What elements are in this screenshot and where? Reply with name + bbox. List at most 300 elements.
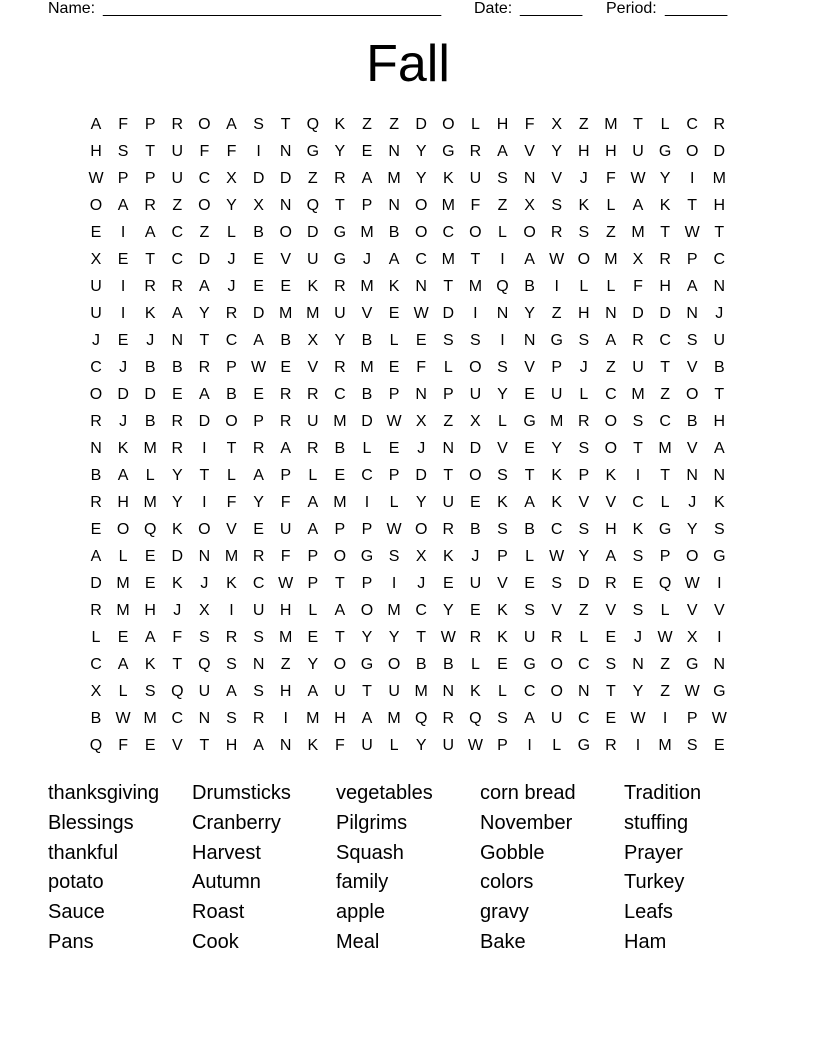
grid-letter[interactable]: I <box>500 332 505 349</box>
grid-letter[interactable]: R <box>550 629 563 646</box>
grid-letter[interactable]: E <box>497 656 508 673</box>
grid-letter[interactable]: F <box>633 278 643 295</box>
grid-letter[interactable]: C <box>578 710 590 727</box>
grid-letter[interactable]: I <box>635 467 641 484</box>
grid-letter[interactable]: D <box>117 386 129 403</box>
grid-letter[interactable]: K <box>144 656 156 673</box>
grid-letter[interactable]: P <box>226 359 237 376</box>
grid-letter[interactable]: H <box>117 494 129 511</box>
grid-letter[interactable]: W <box>386 413 402 430</box>
grid-letter[interactable]: F <box>280 548 291 565</box>
grid-letter[interactable]: D <box>415 467 427 484</box>
grid-letter[interactable]: B <box>713 359 725 376</box>
grid-letter[interactable]: P <box>361 197 373 214</box>
grid-letter[interactable]: U <box>550 710 563 727</box>
grid-letter[interactable]: B <box>361 386 373 403</box>
grid-letter[interactable]: P <box>307 548 319 565</box>
grid-letter[interactable]: A <box>632 197 644 214</box>
grid-letter[interactable]: R <box>90 494 102 511</box>
grid-letter[interactable]: R <box>279 413 292 430</box>
grid-letter[interactable]: N <box>523 170 536 187</box>
grid-letter[interactable]: S <box>144 683 156 700</box>
grid-letter[interactable]: N <box>713 467 726 484</box>
grid-letter[interactable]: C <box>415 251 427 268</box>
grid-letter[interactable]: S <box>497 170 508 187</box>
grid-letter[interactable]: J <box>715 305 724 322</box>
grid-letter[interactable]: M <box>306 305 320 322</box>
grid-letter[interactable]: H <box>605 521 617 538</box>
grid-letter[interactable]: I <box>229 602 234 619</box>
grid-letter[interactable]: A <box>686 278 698 295</box>
grid-letter[interactable]: G <box>658 521 672 538</box>
grid-letter[interactable]: S <box>578 440 590 457</box>
grid-letter[interactable]: U <box>469 386 482 403</box>
grid-letter[interactable]: U <box>90 305 102 322</box>
grid-letter[interactable]: F <box>118 737 128 754</box>
grid-letter[interactable]: Y <box>253 494 264 511</box>
grid-letter[interactable]: T <box>145 251 156 268</box>
grid-letter[interactable]: O <box>469 224 482 241</box>
grid-letter[interactable]: T <box>714 224 725 241</box>
grid-letter[interactable]: Q <box>496 278 509 295</box>
grid-letter[interactable]: O <box>89 386 103 403</box>
grid-letter[interactable]: S <box>497 467 508 484</box>
grid-letter[interactable]: K <box>334 116 346 133</box>
grid-letter[interactable]: B <box>90 467 102 484</box>
grid-letter[interactable]: D <box>307 224 319 241</box>
grid-letter[interactable]: T <box>443 467 454 484</box>
grid-letter[interactable]: L <box>660 602 670 619</box>
grid-letter[interactable]: S <box>686 737 698 754</box>
grid-letter[interactable]: I <box>662 710 668 727</box>
grid-letter[interactable]: U <box>550 386 563 403</box>
grid-letter[interactable]: B <box>280 332 292 349</box>
grid-letter[interactable]: A <box>334 602 346 619</box>
grid-letter[interactable]: T <box>470 251 481 268</box>
grid-letter[interactable]: O <box>414 521 428 538</box>
grid-letter[interactable]: E <box>144 548 156 565</box>
grid-letter[interactable]: V <box>686 359 698 376</box>
grid-letter[interactable]: I <box>256 143 261 160</box>
grid-letter[interactable]: C <box>442 224 455 241</box>
grid-letter[interactable]: L <box>579 278 589 295</box>
grid-letter[interactable]: S <box>226 710 237 727</box>
grid-letter[interactable]: E <box>524 386 535 403</box>
grid-letter[interactable]: T <box>335 197 345 214</box>
grid-letter[interactable]: U <box>442 494 455 511</box>
grid-letter[interactable]: B <box>470 521 481 538</box>
grid-letter[interactable]: D <box>713 143 726 160</box>
grid-letter[interactable]: Z <box>578 602 589 619</box>
grid-letter[interactable]: A <box>199 278 210 295</box>
grid-letter[interactable]: R <box>469 143 482 160</box>
grid-letter[interactable]: O <box>333 548 347 565</box>
grid-letter[interactable]: P <box>442 386 454 403</box>
grid-letter[interactable]: R <box>334 278 346 295</box>
grid-letter[interactable]: O <box>279 224 292 241</box>
grid-letter[interactable]: S <box>551 575 563 592</box>
grid-letter[interactable]: A <box>361 170 373 187</box>
grid-letter[interactable]: P <box>686 710 698 727</box>
grid-letter[interactable]: G <box>713 683 726 700</box>
grid-letter[interactable]: E <box>605 710 617 727</box>
grid-letter[interactable]: A <box>524 710 535 727</box>
grid-letter[interactable]: K <box>497 494 508 511</box>
grid-letter[interactable]: K <box>171 521 183 538</box>
grid-letter[interactable]: V <box>280 251 292 268</box>
grid-letter[interactable]: G <box>306 143 320 160</box>
grid-letter[interactable]: P <box>497 737 508 754</box>
grid-letter[interactable]: C <box>198 170 211 187</box>
grid-letter[interactable]: G <box>333 224 347 241</box>
grid-letter[interactable]: V <box>686 440 698 457</box>
grid-letter[interactable]: T <box>416 629 427 646</box>
grid-letter[interactable]: E <box>442 575 454 592</box>
grid-letter[interactable]: P <box>253 413 264 430</box>
grid-letter[interactable]: E <box>605 629 617 646</box>
grid-letter[interactable]: N <box>279 197 292 214</box>
grid-letter[interactable]: G <box>685 656 699 673</box>
grid-letter[interactable]: F <box>118 116 128 133</box>
grid-letter[interactable]: T <box>524 467 535 484</box>
grid-letter[interactable]: L <box>443 359 453 376</box>
grid-letter[interactable]: E <box>470 602 481 619</box>
grid-letter[interactable]: W <box>657 629 673 646</box>
grid-letter[interactable]: G <box>523 656 536 673</box>
grid-letter[interactable]: L <box>227 224 236 241</box>
grid-letter[interactable]: E <box>524 440 535 457</box>
grid-letter[interactable]: R <box>252 440 265 457</box>
grid-letter[interactable]: Z <box>389 116 399 133</box>
grid-letter[interactable]: V <box>497 575 508 592</box>
grid-letter[interactable]: U <box>334 305 346 322</box>
grid-letter[interactable]: U <box>442 737 455 754</box>
grid-letter[interactable]: X <box>524 197 535 214</box>
grid-letter[interactable]: M <box>116 602 130 619</box>
grid-letter[interactable]: D <box>252 305 265 322</box>
grid-letter[interactable]: C <box>632 494 644 511</box>
grid-letter[interactable]: G <box>658 143 672 160</box>
grid-letter[interactable]: D <box>198 413 211 430</box>
grid-letter[interactable]: H <box>659 278 671 295</box>
grid-letter[interactable]: Q <box>658 575 672 592</box>
grid-letter[interactable]: P <box>117 170 129 187</box>
grid-letter[interactable]: H <box>90 143 102 160</box>
grid-letter[interactable]: P <box>361 575 373 592</box>
grid-letter[interactable]: B <box>442 656 454 673</box>
grid-letter[interactable]: E <box>388 440 400 457</box>
grid-letter[interactable]: B <box>524 521 535 538</box>
grid-letter[interactable]: E <box>334 467 346 484</box>
grid-letter[interactable]: Y <box>442 602 454 619</box>
grid-letter[interactable]: S <box>524 602 535 619</box>
grid-letter[interactable]: Y <box>226 197 237 214</box>
grid-letter[interactable]: R <box>171 278 184 295</box>
grid-letter[interactable]: J <box>363 251 371 268</box>
grid-letter[interactable]: W <box>413 305 429 322</box>
grid-letter[interactable]: J <box>227 251 236 268</box>
grid-letter[interactable]: P <box>497 548 508 565</box>
grid-letter[interactable]: N <box>605 305 617 322</box>
grid-letter[interactable]: S <box>578 332 590 349</box>
grid-letter[interactable]: E <box>361 143 373 160</box>
grid-letter[interactable]: E <box>713 737 725 754</box>
grid-letter[interactable]: R <box>632 332 644 349</box>
grid-letter[interactable]: D <box>632 305 644 322</box>
grid-letter[interactable]: Q <box>198 656 211 673</box>
grid-letter[interactable]: Y <box>171 467 183 484</box>
grid-letter[interactable]: F <box>335 737 345 754</box>
grid-letter[interactable]: O <box>198 521 211 538</box>
grid-letter[interactable]: E <box>117 629 129 646</box>
grid-letter[interactable]: N <box>279 737 292 754</box>
grid-letter[interactable]: O <box>198 197 211 214</box>
grid-letter[interactable]: H <box>144 602 156 619</box>
grid-letter[interactable]: Z <box>578 116 589 133</box>
grid-letter[interactable]: N <box>279 143 292 160</box>
grid-letter[interactable]: M <box>387 602 401 619</box>
grid-letter[interactable]: I <box>391 575 397 592</box>
grid-letter[interactable]: I <box>635 737 641 754</box>
grid-letter[interactable]: A <box>117 197 129 214</box>
grid-letter[interactable]: B <box>144 413 156 430</box>
grid-letter[interactable]: R <box>469 629 482 646</box>
grid-letter[interactable]: E <box>253 251 264 268</box>
grid-letter[interactable]: A <box>90 116 102 133</box>
grid-letter[interactable]: T <box>280 116 291 133</box>
grid-letter[interactable]: B <box>90 710 102 727</box>
grid-letter[interactable]: E <box>253 278 264 295</box>
grid-letter[interactable]: T <box>660 224 670 241</box>
grid-letter[interactable]: N <box>198 710 211 727</box>
grid-letter[interactable]: D <box>578 575 590 592</box>
grid-letter[interactable]: S <box>253 683 264 700</box>
grid-letter[interactable]: C <box>686 116 698 133</box>
grid-letter[interactable]: L <box>118 683 128 700</box>
grid-letter[interactable]: H <box>605 143 617 160</box>
grid-letter[interactable]: A <box>307 521 319 538</box>
grid-letter[interactable]: Y <box>415 737 427 754</box>
grid-letter[interactable]: L <box>525 548 535 565</box>
grid-letter[interactable]: B <box>524 278 535 295</box>
grid-letter[interactable]: M <box>712 170 726 187</box>
grid-letter[interactable]: U <box>307 251 319 268</box>
grid-letter[interactable]: K <box>307 737 319 754</box>
grid-letter[interactable]: C <box>578 656 590 673</box>
grid-letter[interactable]: H <box>279 683 292 700</box>
grid-letter[interactable]: N <box>415 386 427 403</box>
grid-letter[interactable]: O <box>360 602 374 619</box>
grid-letter[interactable]: Q <box>89 737 103 754</box>
grid-letter[interactable]: T <box>687 197 698 214</box>
grid-letter[interactable]: U <box>469 170 482 187</box>
grid-letter[interactable]: U <box>279 521 292 538</box>
grid-letter[interactable]: J <box>119 413 128 430</box>
grid-letter[interactable]: D <box>198 251 211 268</box>
grid-letter[interactable]: S <box>253 629 264 646</box>
grid-letter[interactable]: U <box>198 683 211 700</box>
grid-letter[interactable]: J <box>579 170 588 187</box>
grid-letter[interactable]: G <box>333 251 347 268</box>
grid-letter[interactable]: Y <box>551 440 563 457</box>
grid-letter[interactable]: E <box>632 575 644 592</box>
grid-letter[interactable]: W <box>684 575 700 592</box>
grid-letter[interactable]: I <box>717 629 722 646</box>
grid-letter[interactable]: L <box>362 440 372 457</box>
grid-letter[interactable]: W <box>684 683 700 700</box>
grid-letter[interactable]: F <box>226 494 237 511</box>
grid-letter[interactable]: J <box>227 278 236 295</box>
grid-letter[interactable]: O <box>685 548 699 565</box>
grid-letter[interactable]: N <box>415 278 427 295</box>
grid-letter[interactable]: A <box>713 440 725 457</box>
grid-letter[interactable]: K <box>144 305 156 322</box>
grid-letter[interactable]: Z <box>199 224 210 241</box>
grid-letter[interactable]: T <box>226 440 237 457</box>
grid-letter[interactable]: N <box>496 305 509 322</box>
grid-letter[interactable]: Y <box>632 683 644 700</box>
grid-letter[interactable]: A <box>117 656 129 673</box>
grid-letter[interactable]: L <box>606 197 616 214</box>
grid-letter[interactable]: J <box>92 332 100 349</box>
grid-letter[interactable]: Y <box>659 170 671 187</box>
grid-letter[interactable]: F <box>280 494 291 511</box>
grid-letter[interactable]: N <box>171 332 184 349</box>
grid-letter[interactable]: C <box>171 224 184 241</box>
grid-letter[interactable]: A <box>199 386 210 403</box>
grid-letter[interactable]: M <box>279 629 293 646</box>
grid-letter[interactable]: U <box>307 413 319 430</box>
grid-letter[interactable]: R <box>279 386 292 403</box>
grid-letter[interactable]: L <box>498 413 507 430</box>
grid-letter[interactable]: D <box>659 305 671 322</box>
grid-letter[interactable]: U <box>334 683 346 700</box>
grid-letter[interactable]: D <box>279 170 292 187</box>
grid-letter[interactable]: O <box>387 656 401 673</box>
grid-letter[interactable]: A <box>307 494 319 511</box>
grid-letter[interactable]: M <box>360 359 374 376</box>
grid-letter[interactable]: A <box>226 683 237 700</box>
grid-letter[interactable]: V <box>578 494 590 511</box>
grid-letter[interactable]: O <box>414 197 428 214</box>
grid-letter[interactable]: W <box>440 629 456 646</box>
grid-letter[interactable]: G <box>360 548 374 565</box>
grid-letter[interactable]: F <box>416 359 427 376</box>
grid-letter[interactable]: R <box>171 413 184 430</box>
grid-letter[interactable]: M <box>658 440 672 457</box>
grid-letter[interactable]: B <box>226 386 237 403</box>
grid-letter[interactable]: S <box>551 197 563 214</box>
grid-letter[interactable]: N <box>686 467 698 484</box>
grid-letter[interactable]: Y <box>686 521 698 538</box>
grid-letter[interactable]: V <box>551 170 563 187</box>
grid-letter[interactable]: D <box>361 413 373 430</box>
grid-letter[interactable]: H <box>496 116 509 133</box>
grid-letter[interactable]: R <box>171 440 184 457</box>
grid-letter[interactable]: D <box>415 116 427 133</box>
grid-letter[interactable]: I <box>554 278 559 295</box>
grid-letter[interactable]: P <box>578 467 590 484</box>
grid-letter[interactable]: F <box>172 629 183 646</box>
grid-letter[interactable]: U <box>469 575 482 592</box>
grid-letter[interactable]: M <box>116 575 130 592</box>
grid-letter[interactable]: R <box>144 197 156 214</box>
grid-letter[interactable]: I <box>283 710 288 727</box>
grid-letter[interactable]: O <box>442 116 455 133</box>
grid-letter[interactable]: L <box>308 467 318 484</box>
grid-letter[interactable]: Z <box>606 359 616 376</box>
grid-letter[interactable]: A <box>497 143 508 160</box>
grid-letter[interactable]: G <box>713 548 726 565</box>
grid-letter[interactable]: L <box>660 116 670 133</box>
grid-letter[interactable]: R <box>90 602 102 619</box>
grid-letter[interactable]: I <box>120 278 126 295</box>
grid-letter[interactable]: C <box>225 332 238 349</box>
grid-letter[interactable]: F <box>226 143 237 160</box>
grid-letter[interactable]: N <box>632 656 644 673</box>
grid-letter[interactable]: R <box>198 359 211 376</box>
grid-letter[interactable]: N <box>523 332 536 349</box>
grid-letter[interactable]: S <box>686 332 698 349</box>
grid-letter[interactable]: H <box>279 602 292 619</box>
grid-letter[interactable]: P <box>280 467 292 484</box>
grid-letter[interactable]: Q <box>171 683 184 700</box>
grid-letter[interactable]: R <box>550 224 563 241</box>
grid-letter[interactable]: A <box>171 305 183 322</box>
grid-letter[interactable]: S <box>117 143 129 160</box>
grid-letter[interactable]: P <box>551 359 563 376</box>
grid-letter[interactable]: K <box>632 521 644 538</box>
grid-letter[interactable]: A <box>524 251 535 268</box>
grid-letter[interactable]: N <box>713 278 726 295</box>
grid-letter[interactable]: J <box>200 575 209 592</box>
grid-letter[interactable]: P <box>388 386 400 403</box>
grid-letter[interactable]: D <box>144 386 156 403</box>
grid-letter[interactable]: T <box>714 386 725 403</box>
grid-letter[interactable]: M <box>387 710 401 727</box>
grid-letter[interactable]: L <box>91 629 101 646</box>
grid-letter[interactable]: J <box>688 494 697 511</box>
grid-letter[interactable]: A <box>280 440 292 457</box>
grid-letter[interactable]: L <box>389 737 399 754</box>
grid-letter[interactable]: Q <box>306 116 320 133</box>
grid-letter[interactable]: E <box>90 521 102 538</box>
grid-letter[interactable]: O <box>523 224 536 241</box>
grid-letter[interactable]: E <box>90 224 102 241</box>
grid-letter[interactable]: O <box>469 467 482 484</box>
grid-letter[interactable]: W <box>278 575 294 592</box>
grid-letter[interactable]: J <box>579 359 588 376</box>
grid-letter[interactable]: P <box>686 251 698 268</box>
grid-letter[interactable]: E <box>253 386 264 403</box>
grid-letter[interactable]: W <box>251 359 267 376</box>
grid-letter[interactable]: M <box>387 170 401 187</box>
grid-letter[interactable]: O <box>469 359 482 376</box>
grid-letter[interactable]: Q <box>414 710 428 727</box>
grid-letter[interactable]: J <box>417 575 426 592</box>
grid-letter[interactable]: Z <box>362 116 372 133</box>
grid-letter[interactable]: K <box>117 440 129 457</box>
grid-letter[interactable]: P <box>361 521 373 538</box>
grid-letter[interactable]: X <box>415 413 427 430</box>
grid-letter[interactable]: I <box>364 494 370 511</box>
grid-letter[interactable]: Z <box>606 224 616 241</box>
grid-letter[interactable]: C <box>523 683 536 700</box>
grid-letter[interactable]: C <box>171 251 184 268</box>
grid-letter[interactable]: M <box>604 116 618 133</box>
grid-letter[interactable]: Z <box>660 683 670 700</box>
grid-letter[interactable]: O <box>604 440 618 457</box>
